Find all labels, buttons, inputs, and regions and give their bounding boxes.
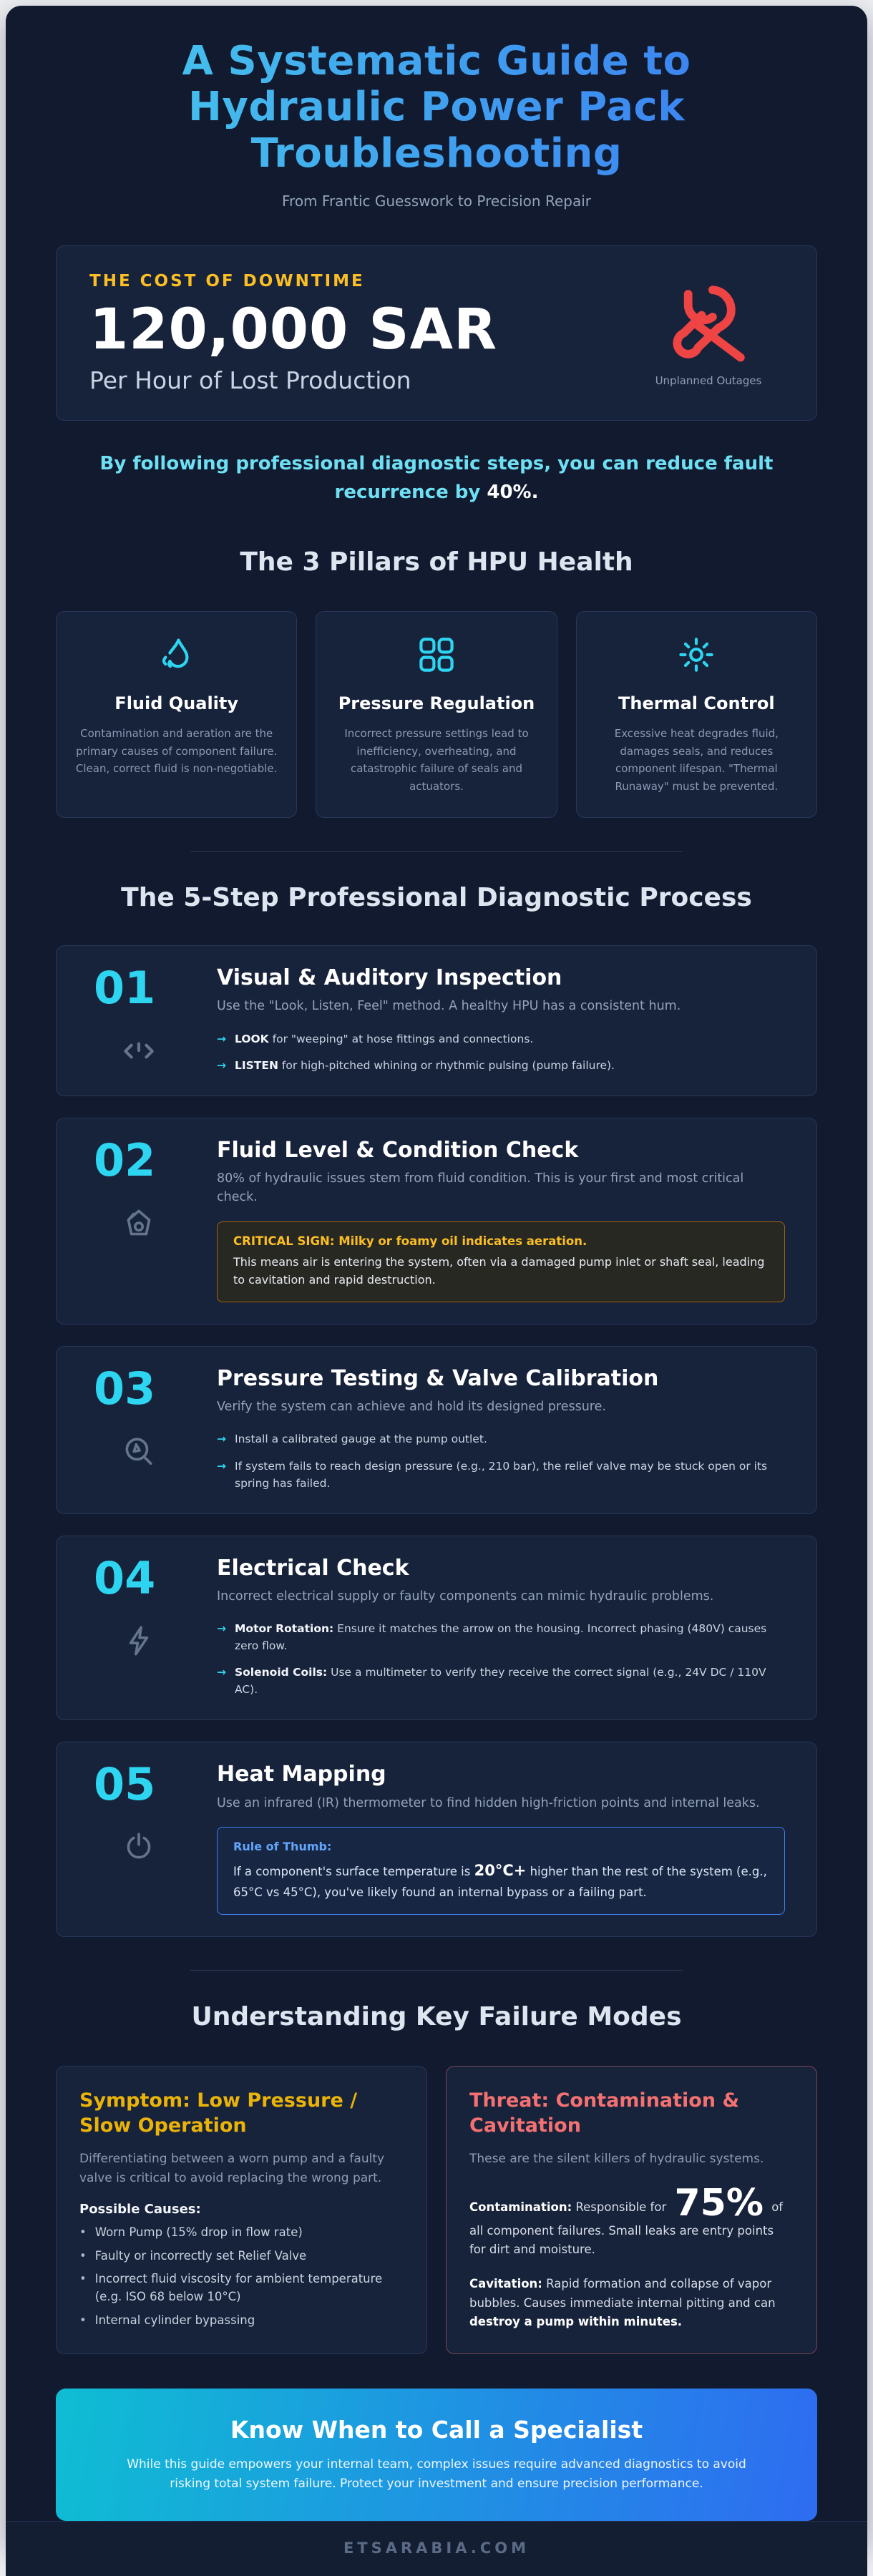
step-subtitle: Verify the system can achieve and hold its designed pressure. (217, 1400, 606, 1415)
fluid-droplet-icon (74, 633, 279, 676)
critical-sign-title: CRITICAL SIGN: Milky or foamy oil indicates aeration. (233, 1234, 587, 1248)
step-title: Pressure Testing & Valve Calibration (217, 1365, 659, 1391)
step-bullet (217, 1664, 785, 1698)
threat-card-intro: These are the silent killers of hydraulic systems. (469, 2152, 764, 2167)
cost-caption: Per Hour of Lost Production (89, 366, 411, 395)
heat-power-icon (120, 1828, 157, 1865)
arrow-icon: → (217, 1032, 226, 1045)
step-bullet-list (217, 1430, 785, 1491)
bullet-lead: Motor Rotation: (235, 1622, 334, 1636)
callout-text: By following professional diagnostic steps, you can reduce fault recurrence by (99, 453, 774, 504)
step-body (217, 1367, 785, 1492)
step-card-fluid-check (56, 1118, 817, 1324)
rule-text: If a component's surface temperature is (233, 1865, 474, 1879)
step-bullet (217, 1458, 785, 1492)
callout-highlight: 40%. (487, 482, 539, 504)
step-bullet-list (217, 1030, 785, 1074)
rule-of-thumb-label: Rule of Thumb: (233, 1840, 332, 1854)
bullet-lead: LOOK (235, 1032, 269, 1045)
cost-label: THE COST OF DOWNTIME (89, 272, 365, 291)
bullet-dot-icon: • (79, 2248, 87, 2263)
page-title-line-1: A Systematic Guide to (56, 39, 817, 84)
symptom-card-intro: Differentiating between a worn pump and a faulty valve is critical to avoid replacing the wrong part. (79, 2152, 385, 2185)
step-number: 04 (94, 1551, 156, 1604)
contamination-paragraph (469, 2181, 794, 2260)
footer-bar (6, 2521, 867, 2576)
lightning-icon (120, 1622, 157, 1659)
pillars-grid (56, 611, 817, 818)
pillar-title: Fluid Quality (114, 693, 239, 713)
rule-of-thumb-body (233, 1859, 769, 1902)
cost-amount: 120,000 SAR (89, 298, 498, 363)
cause-text: Incorrect fluid viscosity for ambient temperature (e.g. ISO 68 below 10°C) (94, 2272, 383, 2304)
thermal-sun-icon (594, 633, 799, 676)
section-divider (190, 1970, 683, 1971)
cause-item (79, 2248, 404, 2265)
arrow-icon: → (217, 1666, 226, 1679)
contamination-text: Responsible for (572, 2200, 670, 2214)
step-card-electrical-check (56, 1536, 817, 1721)
step-left-column (88, 961, 190, 1074)
arrow-icon: → (217, 1433, 226, 1446)
critical-sign-body: This means air is entering the system, often via a damaged pump inlet or shaft seal, leading to cavitation and rapid destruction. (233, 1254, 765, 1287)
arrow-icon: → (217, 1058, 226, 1072)
contamination-text: of all component failures. Small leaks are entry points for dirt and moisture. (469, 2200, 784, 2256)
contamination-lead: Contamination: (469, 2200, 572, 2214)
possible-causes-label: Possible Causes: (79, 2201, 201, 2217)
bullet-text: Install a calibrated gauge at the pump outlet. (235, 1433, 487, 1446)
step-title: Visual & Auditory Inspection (217, 965, 562, 990)
step-left-column (88, 1551, 190, 1699)
bullet-dot-icon: • (79, 2225, 87, 2239)
cavitation-paragraph (469, 2275, 794, 2331)
bullet-dot-icon: • (79, 2313, 87, 2327)
cta-body: While this guide empowers your internal team, complex issues require advanced diagnostics to avoid risking total system failure. Protect your investment and ensure precision performance. (127, 2457, 746, 2491)
step-number: 01 (94, 961, 156, 1014)
cause-item (79, 2224, 404, 2242)
gauge-icon (120, 1433, 157, 1470)
symptom-card-title: Symptom: Low Pressure / Slow Operation (79, 2089, 358, 2137)
step-left-column (88, 1758, 190, 1915)
possible-causes-list (79, 2224, 404, 2330)
step-bullet (217, 1430, 785, 1448)
cavitation-text: Rapid formation and collapse of vapor bubbles. Causes immediate internal pitting and can (469, 2277, 776, 2310)
cavitation-warning: destroy a pump within minutes. (469, 2315, 683, 2329)
bullet-lead: Solenoid Coils: (235, 1666, 328, 1679)
pressure-grid-icon (333, 633, 539, 676)
pillar-body: Incorrect pressure settings lead to inefficiency, overheating, and catastrophic failure of seals and actuators. (344, 726, 529, 794)
pillar-card-fluid-quality (56, 611, 297, 818)
step-bullet-list (217, 1620, 785, 1698)
threat-card-title: Threat: Contamination & Cavitation (469, 2089, 740, 2137)
page-title-line-3: Troubleshooting (56, 131, 817, 177)
page-title (56, 39, 817, 177)
step-bullet (217, 1620, 785, 1654)
step-left-column (88, 1133, 190, 1302)
footer-domain: ETSARABIA.COM (343, 2539, 530, 2557)
step-title: Electrical Check (217, 1555, 409, 1581)
cause-text: Worn Pump (15% drop in flow rate) (94, 2225, 303, 2239)
steps-list (56, 945, 817, 1937)
page-title-line-2: Hydraulic Power Pack (56, 84, 817, 130)
cta-title: Know When to Call a Specialist (230, 2415, 643, 2444)
step-subtitle: 80% of hydraulic issues stem from fluid condition. This is your first and most critical check. (217, 1171, 744, 1205)
bullet-text: for high-pitched whining or rhythmic pulsing (pump failure). (278, 1058, 615, 1072)
step-number: 03 (94, 1362, 156, 1415)
audio-inspection-icon (120, 1032, 157, 1069)
failure-modes-grid (56, 2066, 817, 2353)
step-title: Heat Mapping (217, 1762, 386, 1787)
step-card-pressure-testing (56, 1346, 817, 1514)
step-number: 02 (94, 1133, 156, 1186)
step-body (217, 966, 785, 1074)
step-subtitle: Use an infrared (IR) thermometer to find hidden high-friction points and internal leaks. (217, 1795, 760, 1810)
bullet-lead: LISTEN (235, 1058, 278, 1072)
cost-of-downtime-card (56, 245, 817, 421)
fault-recurrence-callout (56, 449, 817, 507)
failure-modes-heading: Understanding Key Failure Modes (191, 2002, 682, 2032)
outage-icon-caption: Unplanned Outages (655, 374, 762, 387)
pillar-body: Contamination and aeration are the primary causes of component failure. Clean, correct fluid is non-negotiable. (75, 726, 278, 776)
rule-of-thumb-callout (217, 1827, 785, 1915)
arrow-icon: → (217, 1459, 226, 1473)
step-subtitle: Use the "Look, Listen, Feel" method. A healthy HPU has a consistent hum. (217, 999, 681, 1014)
step-bullet (217, 1030, 785, 1048)
cost-text-block (89, 272, 633, 394)
poster-background (6, 6, 867, 2557)
contamination-stat: 75% (674, 2181, 764, 2225)
pillar-card-thermal-control (576, 611, 817, 818)
step-body (217, 1762, 785, 1915)
step-subtitle: Incorrect electrical supply or faulty components can mimic hydraulic problems. (217, 1589, 714, 1604)
rule-threshold: 20°C+ (474, 1862, 527, 1880)
step-card-visual-auditory (56, 945, 817, 1096)
pillar-title: Thermal Control (618, 693, 775, 713)
step-body (217, 1556, 785, 1699)
step-body (217, 1138, 785, 1302)
cause-item (79, 2270, 404, 2306)
outage-icon-block (633, 280, 784, 387)
page-subtitle: From Frantic Guesswork to Precision Repair (281, 192, 591, 210)
pillar-title: Pressure Regulation (338, 693, 535, 713)
specialist-cta-banner (56, 2389, 817, 2521)
pillars-heading: The 3 Pillars of HPU Health (240, 547, 633, 577)
process-heading: The 5-Step Professional Diagnostic Process (121, 882, 752, 912)
pillar-body: Excessive heat degrades fluid, damages seals, and reduces component lifespan. "Thermal Runaway" must be prevented. (614, 726, 779, 794)
bullet-text: for "weeping" at hose fittings and connections. (268, 1032, 534, 1045)
arrow-icon: → (217, 1622, 226, 1636)
step-left-column (88, 1362, 190, 1492)
threat-card (446, 2066, 817, 2353)
step-card-heat-mapping (56, 1742, 817, 1937)
pillar-card-pressure-regulation (316, 611, 557, 818)
broken-wrench-icon (633, 280, 784, 364)
bullet-text: If system fails to reach design pressure (e.g., 210 bar), the relief valve may be stuck open or its spring has failed. (235, 1459, 768, 1490)
cause-text: Internal cylinder bypassing (94, 2313, 255, 2327)
bullet-text: Use a multimeter to verify they receive the correct signal (e.g., 24V DC / 110V AC). (235, 1666, 766, 1697)
content-column (56, 6, 817, 2521)
bullet-dot-icon: • (79, 2272, 87, 2286)
critical-sign-callout (217, 1221, 785, 1302)
step-number: 05 (94, 1758, 156, 1811)
cause-text: Faulty or incorrectly set Relief Valve (94, 2248, 307, 2263)
symptom-card (56, 2066, 427, 2353)
step-title: Fluid Level & Condition Check (217, 1137, 579, 1163)
oil-can-icon (120, 1204, 157, 1241)
cavitation-lead: Cavitation: (469, 2277, 542, 2291)
cause-item (79, 2312, 404, 2330)
bullet-text: Ensure it matches the arrow on the housing. Incorrect phasing (480V) causes zero flow. (235, 1622, 767, 1653)
section-divider (190, 851, 683, 852)
step-bullet (217, 1057, 785, 1074)
rule-text: higher than the rest of the system (e.g., 65°C vs 45°C), you've likely found an internal bypass or a failing part. (233, 1865, 767, 1899)
